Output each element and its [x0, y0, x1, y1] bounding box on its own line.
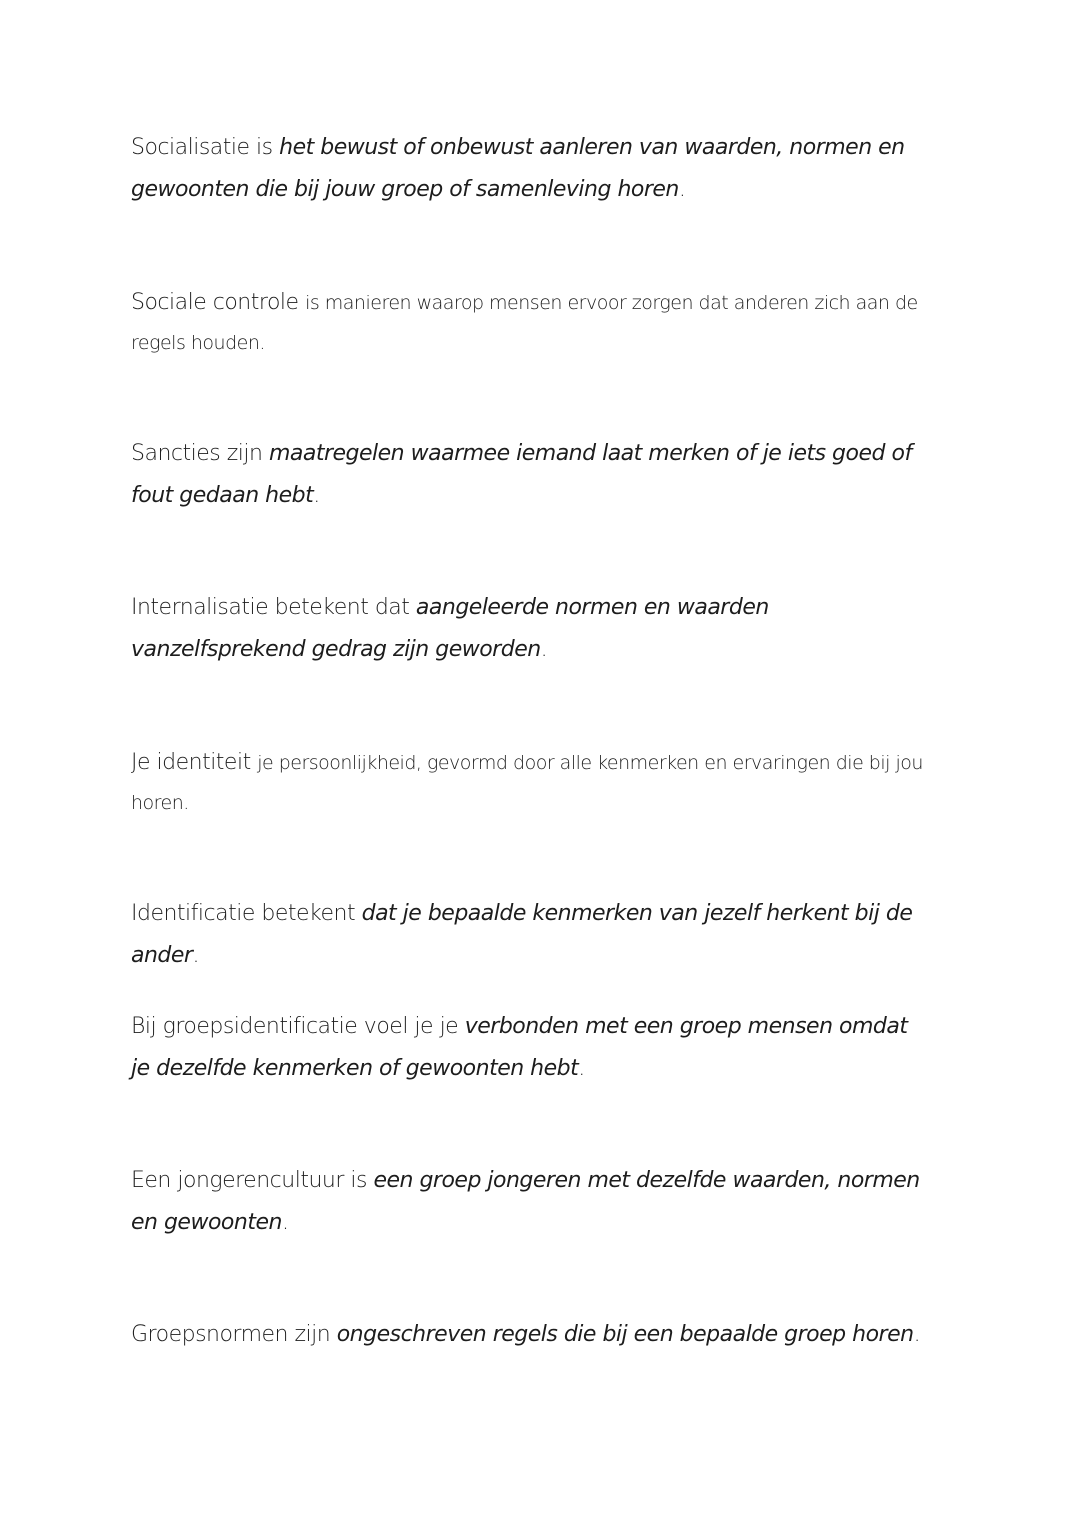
connector: is — [249, 135, 280, 160]
period: . — [313, 483, 320, 508]
term: Internalisatie — [131, 595, 269, 620]
definition-text: je persoonlijkheid, gevormd door alle kenmerken en ervaringen die bij jou horen. — [131, 752, 923, 814]
period: . — [540, 637, 548, 662]
term: Sociale controle — [131, 290, 299, 315]
definition-socialisatie — [131, 127, 931, 211]
period: . — [913, 1322, 921, 1347]
period: . — [578, 1056, 585, 1081]
definition-sociale-controle — [131, 283, 931, 363]
period: . — [678, 177, 686, 202]
definition-text: verbonden met een groep mensen omdat je dezelfde kenmerken of gewoonten hebt — [131, 1014, 908, 1081]
definition-groepsidentificatie — [131, 1006, 931, 1090]
connector: is — [343, 1168, 374, 1193]
definition-identificatie — [131, 893, 951, 977]
definition-groepsnormen — [131, 1314, 931, 1356]
period: . — [192, 943, 199, 968]
definition-identiteit — [131, 743, 931, 823]
connector: betekent dat — [268, 595, 416, 620]
definition-text: een groep jongeren met dezelfde waarden, normen en gewoonten — [131, 1168, 920, 1235]
term: Bij groepsidentificatie — [131, 1014, 358, 1039]
term: Groepsnormen — [131, 1322, 289, 1347]
term: Sancties — [131, 441, 221, 466]
definition-text: het bewust of onbewust aanleren van waarden, normen en gewoonten die bij jouw groep of samenleving horen — [131, 135, 905, 202]
definition-jongerencultuur — [131, 1160, 931, 1244]
connector: betekent — [254, 901, 362, 926]
definition-text: is manieren waarop mensen ervoor zorgen dat anderen zich aan de regels houden. — [131, 292, 918, 354]
term: Een jongerencultuur — [131, 1168, 344, 1193]
connector: zijn — [288, 1322, 337, 1347]
definition-text: ongeschreven regels die bij een bepaalde groep horen — [336, 1322, 914, 1347]
term: Identificatie — [131, 901, 255, 926]
definition-text: maatregelen waarmee iemand laat merken of je iets goed of fout gedaan hebt — [131, 441, 912, 508]
term: Je identiteit — [131, 750, 251, 775]
definition-text: aangeleerde normen en waarden vanzelfsprekend gedrag zijn geworden — [131, 595, 769, 662]
connector: zijn — [220, 441, 269, 466]
definition-sancties — [131, 433, 931, 517]
definition-internalisatie — [131, 587, 931, 671]
term: Socialisatie — [131, 135, 250, 160]
definition-text: dat je bepaalde kenmerken van jezelf herkent bij de ander — [131, 901, 913, 968]
connector: voel je je — [357, 1014, 465, 1039]
period: . — [281, 1210, 289, 1235]
